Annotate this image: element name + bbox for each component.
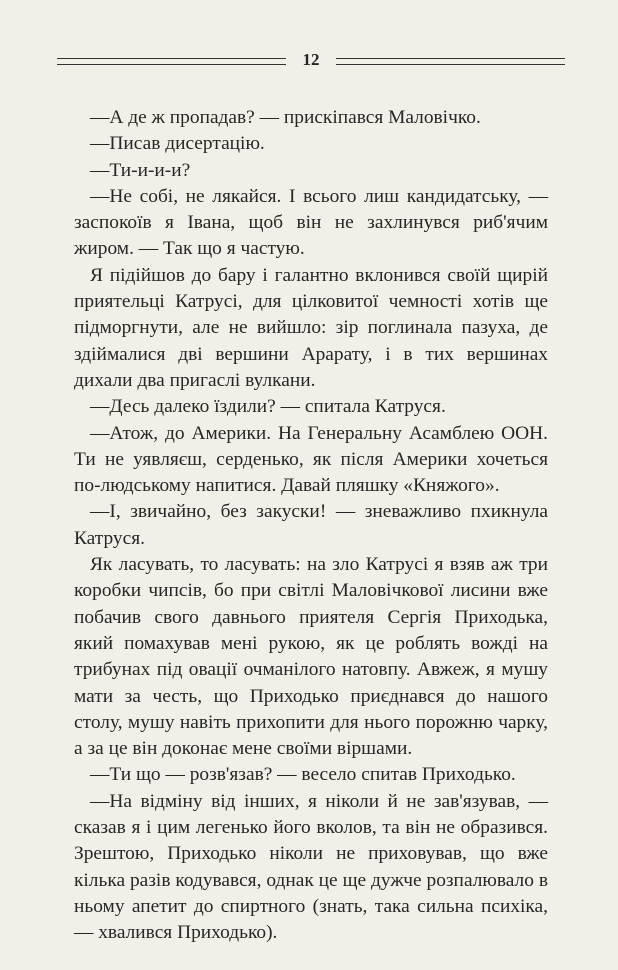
running-header: [57, 48, 565, 76]
paragraph: —Атож, до Америки. На Генеральну Асамблею ООН. Ти не уявляєш, серденько, як після Америки хочеться по-людському напитися. Давай пляшку «Княжого».: [74, 422, 548, 497]
paragraph: —А де ж пропадав? — прискіпався Маловічко.: [90, 107, 481, 128]
paragraph: —Ти що — розв'язав? — весело спитав Приходько.: [90, 764, 516, 786]
body-text: [74, 105, 548, 947]
paragraph: —Писав дисертацію.: [90, 133, 265, 155]
paragraph: —На відміну від інших, я ніколи й не зав'язував, — сказав я і цим легенько його вколов, та він не образився. Зрештою, Приходько ніколи не приховував, що вже кілька разів кодувався, однак це ще дужче розпалювало в ньому апетит до спиртного (знать, така сильна психіка, — хвалився Приходько).: [74, 790, 548, 944]
header-rule-right: [336, 58, 565, 65]
paragraph: —Десь далеко їздили? — спитала Катруся.: [90, 396, 446, 418]
page-number: 12: [302, 50, 320, 69]
paragraph: —І, звичайно, без закуски! — зневажливо пхикнула Катруся.: [74, 501, 548, 549]
paragraph: —Не собі, не лякайся. І всього лиш кандидатську, — заспокоїв я Івана, щоб він не захлинувся риб'ячим жиром. — Так що я частую.: [74, 185, 548, 260]
paragraph: Я підійшов до бару і галантно вклонився своїй щирій приятельці Катрусі, для цілковитої чемності хотів ще підморгнути, але не вийшло: зір поглинала пазуха, де здіймалися дві вершини Арарату, і в тих вершинах дихали два пригаслі вулкани.: [74, 264, 548, 391]
paragraph: Як ласувать, то ласувать: на зло Катрусі я взяв аж три коробки чипсів, бо при світлі Маловічкової лисини вже побачив свого давнього приятеля Сергія Приходька, який помахував мені рукою, як це роблять вожді на трибунах під овації очманілого натовпу. Авжеж, я мушу мати за честь, що Приходько приєднався до нашого столу, мушу навіть прихопити для нього порожню чарку, а за це він доконає мене своїми віршами.: [74, 554, 548, 760]
paragraph: —Ти-и-и-и?: [90, 159, 191, 181]
header-rule-left: [57, 58, 286, 65]
